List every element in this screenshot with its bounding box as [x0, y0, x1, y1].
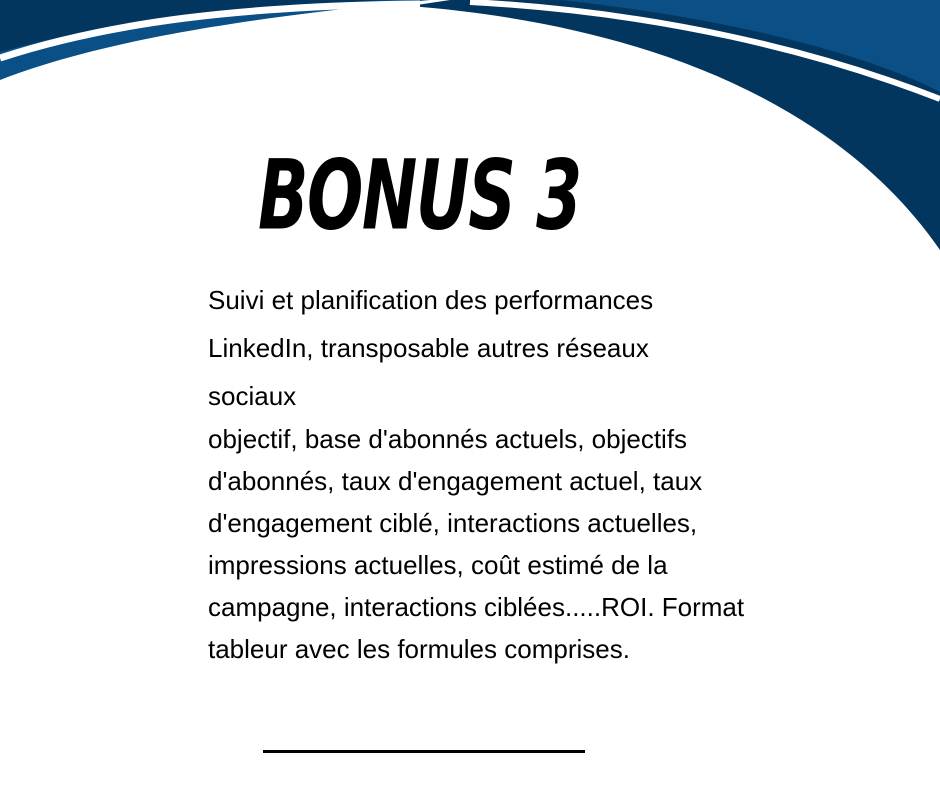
bottom-divider [263, 750, 585, 753]
bonus-subtitle: Suivi et planification des performances LinkedIn, transposable autres réseaux sociaux [208, 285, 654, 411]
bonus-title: BONUS 3 [258, 139, 581, 252]
bonus-description: objectif, base d'abonnés actuels, objectifs d'abonnés, taux d'engagement actuel, taux d'engagement ciblé, interactions actuelles, impressions actuelles, coût estimé de la campagne, interactions ciblées.....ROI. Format tableur avec les formules comprises. [208, 424, 745, 664]
